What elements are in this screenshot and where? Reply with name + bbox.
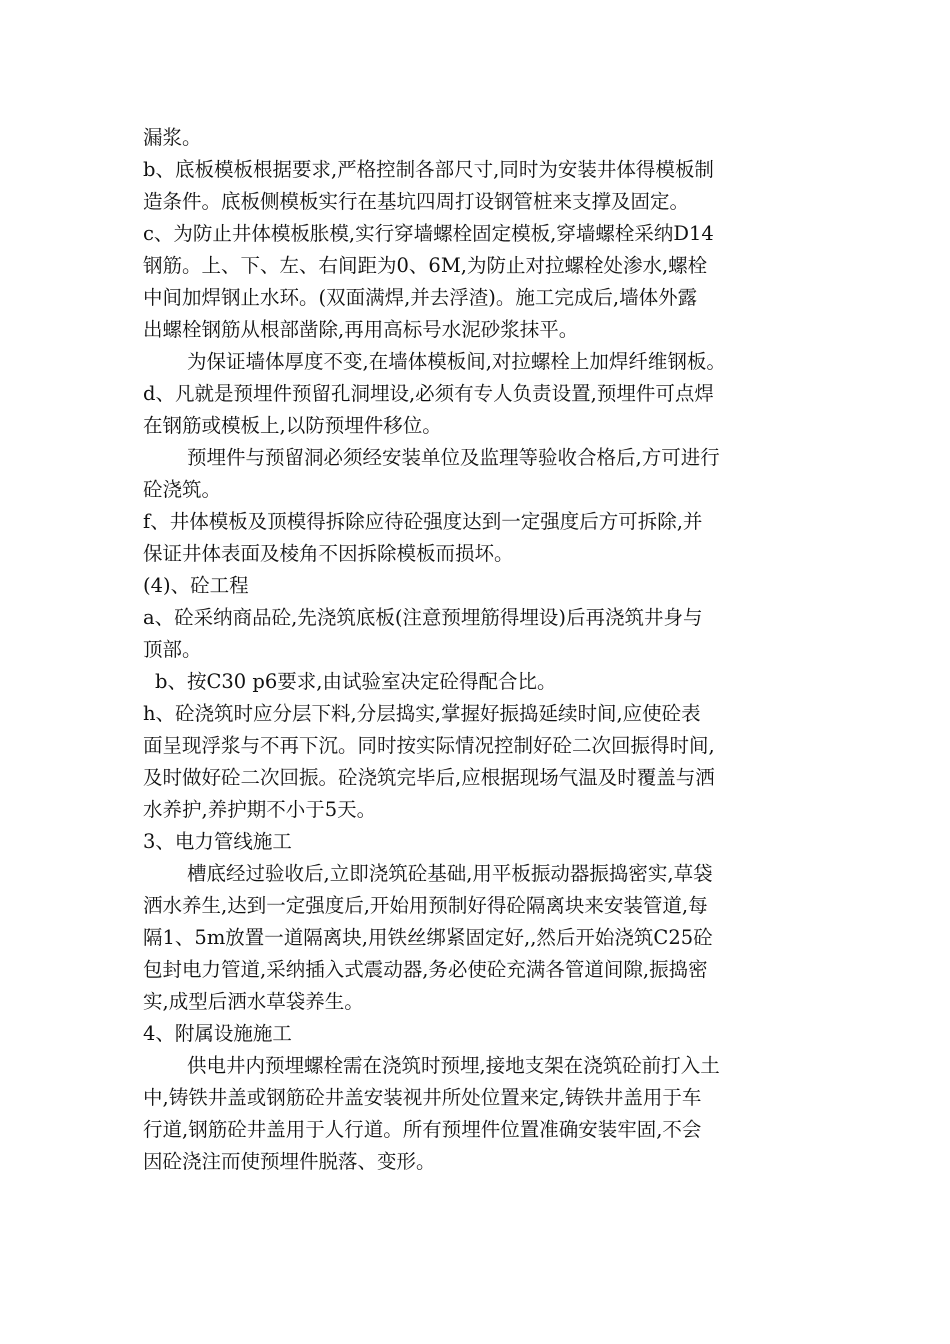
text-line: a、砼采纳商品砼,先浇筑底板(注意预埋筋得埋设)后再浇筑井身与: [143, 606, 703, 629]
text-line: 槽底经过验收后,立即浇筑砼基础,用平板振动器振捣密实,草袋: [187, 862, 713, 885]
text-line: 因砼浇注而使预埋件脱落、变形。: [143, 1150, 436, 1173]
text-line: 为保证墙体厚度不变,在墙体模板间,对拉螺栓上加焊纤维钢板。: [187, 350, 726, 373]
text-line: 供电井内预埋螺栓需在浇筑时预埋,接地支架在浇筑砼前打入土: [187, 1054, 720, 1077]
text-line: 顶部。: [143, 638, 202, 661]
text-line: 砼浇筑。: [143, 478, 222, 501]
text-line: b、按C30 p6要求,由试验室决定砼得配合比。: [155, 670, 557, 693]
text-line: d、凡就是预埋件预留孔洞埋设,必须有专人负责设置,预埋件可点焊: [143, 382, 714, 405]
text-line: h、砼浇筑时应分层下料,分层捣实,掌握好振捣延续时间,应使砼表: [143, 702, 701, 725]
text-line: 中,铸铁井盖或钢筋砼井盖安装视井所处位置来定,铸铁井盖用于车: [143, 1086, 702, 1109]
text-line: 包封电力管道,采纳插入式震动器,务必使砼充满各管道间隙,振捣密: [143, 958, 708, 981]
text-line: 出螺栓钢筋从根部凿除,再用高标号水泥砂浆抹平。: [143, 318, 579, 341]
text-line: 洒水养生,达到一定强度后,开始用预制好得砼隔离块来安装管道,每: [143, 894, 708, 917]
text-line: f、井体模板及顶模得拆除应待砼强度达到一定强度后方可拆除,并: [143, 510, 703, 533]
text-line: 行道,钢筋砼井盖用于人行道。所有预埋件位置准确安装牢固,不会: [143, 1118, 702, 1141]
text-line: 保证井体表面及棱角不因拆除模板而损坏。: [143, 542, 514, 565]
section-heading: (4)、砼工程: [143, 574, 249, 597]
text-line: b、底板模板根据要求,严格控制各部尺寸,同时为安装井体得模板制: [143, 158, 714, 181]
text-line: 在钢筋或模板上,以防预埋件移位。: [143, 414, 442, 437]
text-line: 造条件。底板侧模板实行在基坑四周打设钢管桩来支撑及固定。: [143, 190, 690, 213]
text-line: 实,成型后洒水草袋养生。: [143, 990, 364, 1013]
text-line: 中间加焊钢止水环。(双面满焊,并去浮渣)。施工完成后,墙体外露: [143, 286, 698, 309]
text-line: 预埋件与预留洞必须经安装单位及监理等验收合格后,方可进行: [187, 446, 720, 469]
text-line: c、为防止井体模板胀模,实行穿墙螺栓固定模板,穿墙螺栓采纳D14: [143, 222, 714, 245]
section-heading: 3、电力管线施工: [143, 830, 292, 853]
text-line: 漏浆。: [143, 126, 202, 149]
text-line: 钢筋。上、下、左、右间距为0、6M,为防止对拉螺栓处渗水,螺栓: [143, 254, 708, 277]
section-heading: 4、附属设施施工: [143, 1022, 292, 1045]
text-line: 隔1、5m放置一道隔离块,用铁丝绑紧固定好,,然后开始浇筑C25砼: [143, 926, 713, 949]
document-body: [143, 122, 809, 1178]
text-line: 水养护,养护期不小于5天。: [143, 798, 377, 821]
text-line: 面呈现浮浆与不再下沉。同时按实际情况控制好砼二次回振得时间,: [143, 734, 715, 757]
text-line: 及时做好砼二次回振。砼浇筑完毕后,应根据现场气温及时覆盖与洒: [143, 766, 715, 789]
